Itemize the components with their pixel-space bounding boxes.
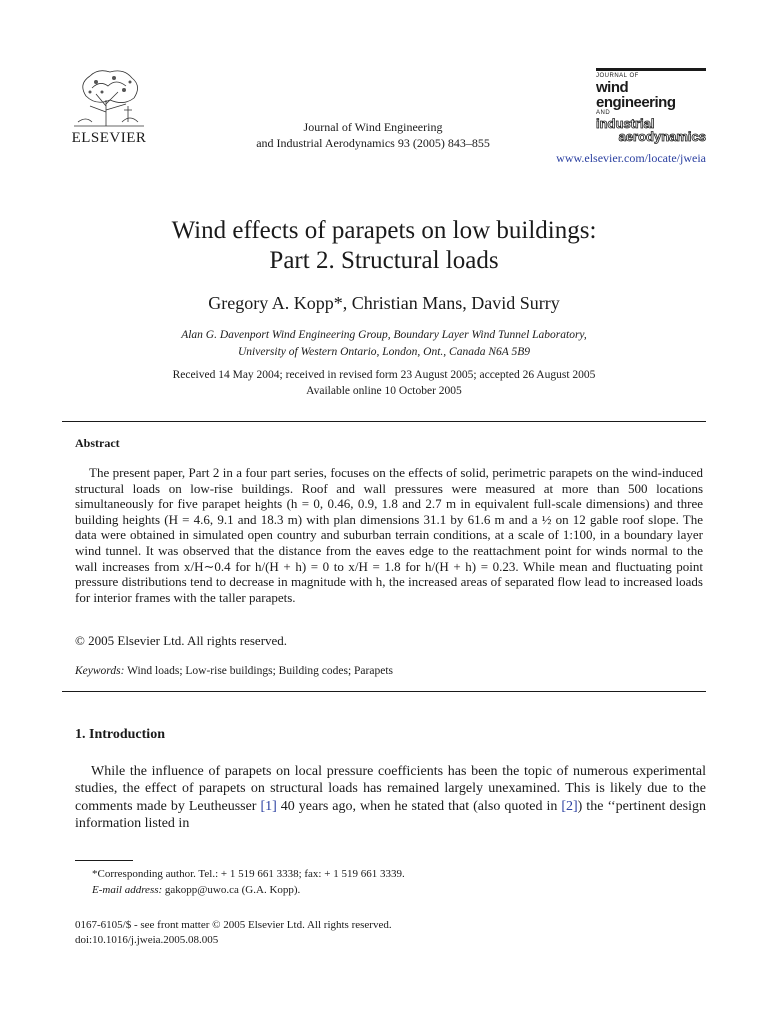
elsevier-tree-icon — [66, 66, 152, 128]
affiliation-line-2: University of Western Ontario, London, Ont., Canada N6A 5B9 — [238, 346, 530, 358]
elsevier-logo — [66, 66, 152, 147]
doi-line: doi:10.1016/j.jweia.2005.08.005 — [75, 934, 219, 946]
article-dates — [60, 367, 708, 399]
email-note — [75, 882, 405, 898]
section-heading-introduction: 1. Introduction — [75, 727, 165, 742]
paper-title — [60, 216, 708, 276]
keywords — [75, 665, 393, 677]
dates-line-2: Available online 10 October 2005 — [306, 385, 462, 397]
journal-logo-line-2: wind engineering — [596, 79, 676, 111]
affiliation — [80, 327, 688, 361]
intro-text-1: While the influence of parapets on local pressure coefficients has been the topic of numerous experimental studies, the effect of parapets on structural loads has remained largely unexamined. This is likely due to the comments made by Leutheusser — [75, 764, 706, 814]
intro-text-3: ) the ‘‘pertinent design information listed in — [75, 798, 706, 831]
citation-line-2: and Industrial Aerodynamics 93 (2005) 843–855 — [256, 136, 490, 150]
title-line-2: Part 2. Structural loads — [269, 247, 499, 274]
journal-logo-line-3: AND — [596, 110, 611, 116]
abstract-copyright: © 2005 Elsevier Ltd. All rights reserved. — [75, 633, 288, 648]
journal-logo-line-5: aerodynamics — [618, 129, 706, 144]
journal-logo-line-4: industrial — [596, 116, 655, 131]
dates-line-1: Received 14 May 2004; received in revised form 23 August 2005; accepted 26 August 2005 — [172, 369, 596, 381]
keywords-list: Wind loads; Low-rise buildings; Building codes; Parapets — [127, 665, 393, 677]
publisher-name: ELSEVIER — [71, 130, 147, 146]
email-address: gakopp@uwo.ca (G.A. Kopp). — [164, 884, 301, 896]
author-list: Gregory A. Kopp*, Christian Mans, David Surry — [208, 293, 560, 313]
footnote — [75, 866, 405, 898]
introduction-body — [75, 763, 706, 832]
footnote-rule — [75, 860, 133, 861]
title-line-1: Wind effects of parapets on low buildings: — [171, 217, 597, 244]
journal-logo — [596, 68, 706, 143]
abstract-heading: Abstract — [75, 436, 120, 450]
issn-block — [75, 918, 392, 948]
journal-logo-rule — [596, 68, 706, 71]
abstract-body — [75, 465, 703, 605]
citation-line-1: Journal of Wind Engineering — [303, 120, 443, 134]
divider-top — [62, 421, 706, 422]
reference-link-1[interactable]: [1] — [260, 798, 277, 814]
corresponding-author-note: *Corresponding author. Tel.: + 1 519 661 3338; fax: + 1 519 661 3339. — [92, 868, 405, 880]
issn-line: 0167-6105/$ - see front matter © 2005 Elsevier Ltd. All rights reserved. — [75, 919, 392, 931]
journal-logo-line-1: JOURNAL OF — [596, 73, 639, 79]
introduction-paragraph — [75, 763, 706, 832]
affiliation-line-1: Alan G. Davenport Wind Engineering Group, Boundary Layer Wind Tunnel Laboratory, — [181, 329, 587, 341]
journal-url-link[interactable]: www.elsevier.com/locate/jweia — [556, 151, 706, 165]
journal-citation — [160, 119, 586, 151]
divider-bottom — [62, 691, 706, 692]
intro-text-2: 40 years ago, when he stated that (also quoted in — [276, 798, 562, 814]
keywords-label: Keywords: — [75, 665, 125, 677]
abstract-text: The present paper, Part 2 in a four part series, focuses on the effects of solid, perimetric parapets on the wind-induced structural loads on low-rise buildings. Roof and wall pressures were measured at more than 500 locations simultaneously for five parapet heights (h = 0, 0.46, 0.9, 1.8 and 2.7 m in equivalent full-scale dimensions) and three building heights (H = 4.6, 9.1 and 18.3 m) with plan dimensions 31.1 by 61.6 m and a ½ on 12 gable roof slope. The data were obtained in simulated open country and suburban terrain conditions, at a scale of 1:100, in a boundary layer wind tunnel. It was observed that the distance from the eaves edge to the reattachment point for winds normal to the wall increases from x/H∼0.4 for h/(H + h) = 0 to x/H = 1.8 for h/(H + h) = 0.23. While mean and fluctuating point pressure distributions tend to decrease in magnitude with h, the increased areas of separated flow lead to increased loads for interior frames with the taller parapets. — [75, 465, 703, 605]
reference-link-2[interactable]: [2] — [561, 798, 578, 814]
email-label: E-mail address: — [92, 884, 163, 896]
